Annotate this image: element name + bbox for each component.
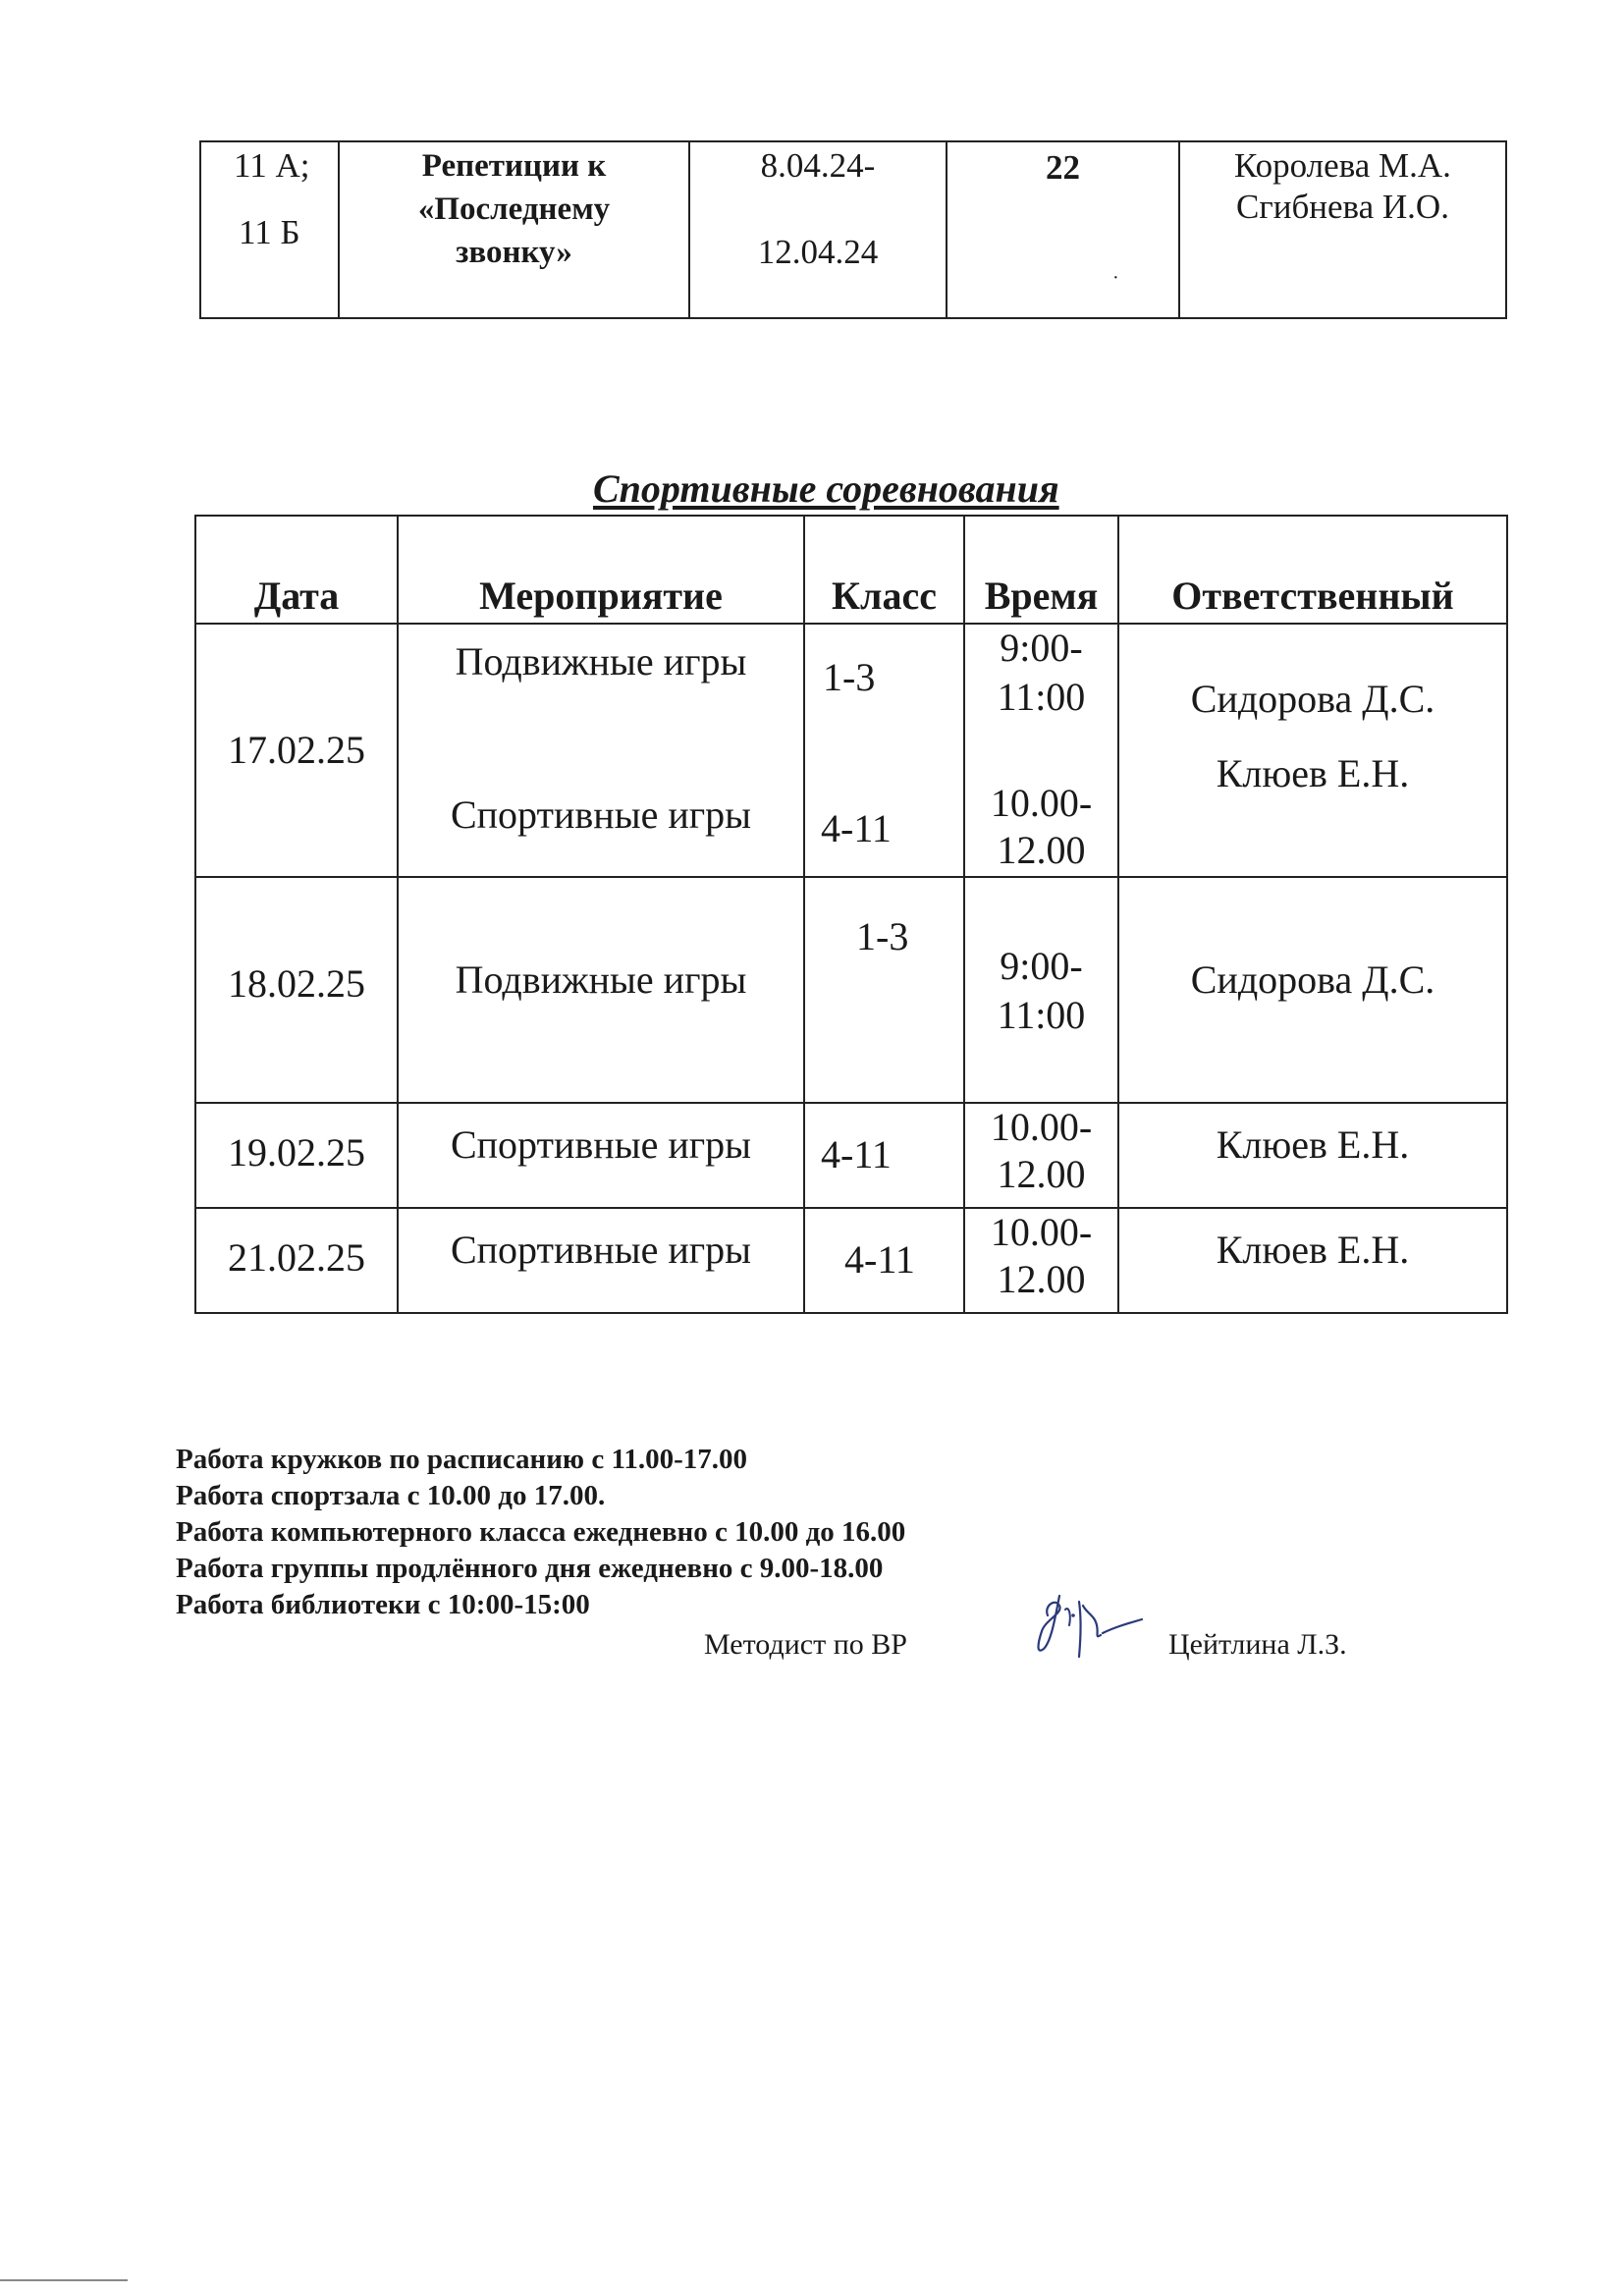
notes-block xyxy=(176,1442,905,1623)
row-time2: 11:00 xyxy=(997,993,1086,1037)
row-time1: 9:00- xyxy=(1000,944,1083,988)
row-date: 18.02.25 xyxy=(228,961,365,1006)
signer-name: Цейтлина Л.З. xyxy=(1168,1628,1347,1661)
row-resp-cell xyxy=(1118,1208,1507,1313)
row-class-a: 1-3 xyxy=(823,655,876,699)
row-time-b2: 12.00 xyxy=(997,828,1086,872)
row-time1: 10.00- xyxy=(990,1105,1093,1149)
row-resp-cell xyxy=(1118,1103,1507,1208)
row-date-cell xyxy=(195,877,398,1103)
signer-title: Методист по ВР xyxy=(704,1628,907,1661)
top-table xyxy=(199,140,1507,319)
row-time-a2: 11:00 xyxy=(997,675,1086,719)
row-class-cell xyxy=(804,1103,964,1208)
table-row xyxy=(195,1208,1507,1313)
header-event: Мероприятие xyxy=(398,516,804,624)
row-event-b: Спортивные игры xyxy=(450,793,752,837)
row-time-cell xyxy=(964,1208,1118,1313)
row-event: Подвижные игры xyxy=(455,957,747,1002)
header-time: Время xyxy=(964,516,1118,624)
top-date-cell xyxy=(689,141,947,318)
row-time-cell xyxy=(964,877,1118,1103)
speck-mark: · xyxy=(1112,267,1119,289)
top-date-line2: 12.04.24 xyxy=(757,233,879,271)
row-class: 4-11 xyxy=(844,1237,915,1282)
note-line: Работа группы продлённого дня ежедневно с 9.00-18.00 xyxy=(176,1553,884,1584)
row-time-cell xyxy=(964,624,1118,877)
sports-table xyxy=(194,515,1508,1314)
top-class-cell xyxy=(200,141,339,318)
row-event-cell xyxy=(398,1208,804,1313)
row-resp-cell xyxy=(1118,877,1507,1103)
row-class-cell xyxy=(804,877,964,1103)
table-row xyxy=(195,1103,1507,1208)
row-class-cell xyxy=(804,1208,964,1313)
row-date: 21.02.25 xyxy=(228,1235,365,1280)
row-resp: Клюев Е.Н. xyxy=(1216,1228,1410,1272)
section-title: Спортивные соревнования xyxy=(593,466,1059,511)
row-date: 17.02.25 xyxy=(228,728,365,772)
row-time-b1: 10.00- xyxy=(990,781,1093,825)
top-event-line2: «Последнему xyxy=(417,191,611,227)
top-responsible-line2: Сгибнева И.О. xyxy=(1236,188,1449,226)
handwritten-signature-icon xyxy=(1026,1576,1154,1665)
row-resp-a: Сидорова Д.С. xyxy=(1190,677,1435,721)
row-time-cell xyxy=(964,1103,1118,1208)
top-class-line2: 11 Б xyxy=(239,213,300,251)
row-event: Спортивные игры xyxy=(450,1122,752,1167)
row-resp: Сидорова Д.С. xyxy=(1190,957,1435,1002)
top-responsible-cell xyxy=(1179,141,1506,318)
row-time2: 12.00 xyxy=(997,1257,1086,1301)
row-time1: 10.00- xyxy=(990,1210,1093,1254)
top-room: 22 xyxy=(1046,148,1080,187)
note-line: Работа спортзала с 10.00 до 17.00. xyxy=(176,1480,606,1511)
row-resp-b: Клюев Е.Н. xyxy=(1216,751,1410,795)
note-line: Работа компьютерного класса ежедневно с 10.00 до 16.00 xyxy=(176,1516,906,1548)
top-date-line1: 8.04.24- xyxy=(760,146,876,185)
header-class: Класс xyxy=(804,516,964,624)
row-class-b: 4-11 xyxy=(821,806,892,850)
row-time2: 12.00 xyxy=(997,1152,1086,1196)
top-event-line3: звонку» xyxy=(456,235,572,270)
table-row xyxy=(195,877,1507,1103)
row-resp-cell xyxy=(1118,624,1507,877)
sports-header-row xyxy=(195,516,1507,624)
row-date-cell xyxy=(195,624,398,877)
row-event-cell xyxy=(398,877,804,1103)
top-event-line1: Репетиции к xyxy=(421,148,607,184)
note-line: Работа кружков по расписанию с 11.00-17.00 xyxy=(176,1444,748,1475)
top-room-cell xyxy=(947,141,1179,318)
row-class: 1-3 xyxy=(856,914,909,958)
row-class: 4-11 xyxy=(821,1132,892,1176)
page-edge-mark xyxy=(0,2279,128,2281)
header-responsible: Ответственный xyxy=(1118,516,1507,624)
row-date: 19.02.25 xyxy=(228,1130,365,1175)
top-responsible-line1: Королева М.А. xyxy=(1234,146,1451,185)
row-event-cell xyxy=(398,1103,804,1208)
top-class-line1: 11 А; xyxy=(234,146,310,185)
row-class-cell xyxy=(804,624,964,877)
top-event-cell xyxy=(339,141,689,318)
row-resp: Клюев Е.Н. xyxy=(1216,1122,1410,1167)
table-row xyxy=(195,624,1507,877)
row-date-cell xyxy=(195,1208,398,1313)
row-date-cell xyxy=(195,1103,398,1208)
note-line: Работа библиотеки с 10:00-15:00 xyxy=(176,1589,590,1620)
row-event-a: Подвижные игры xyxy=(455,639,747,683)
row-event: Спортивные игры xyxy=(450,1228,752,1272)
row-time-a1: 9:00- xyxy=(1000,626,1083,670)
header-date: Дата xyxy=(195,516,398,624)
row-event-cell xyxy=(398,624,804,877)
